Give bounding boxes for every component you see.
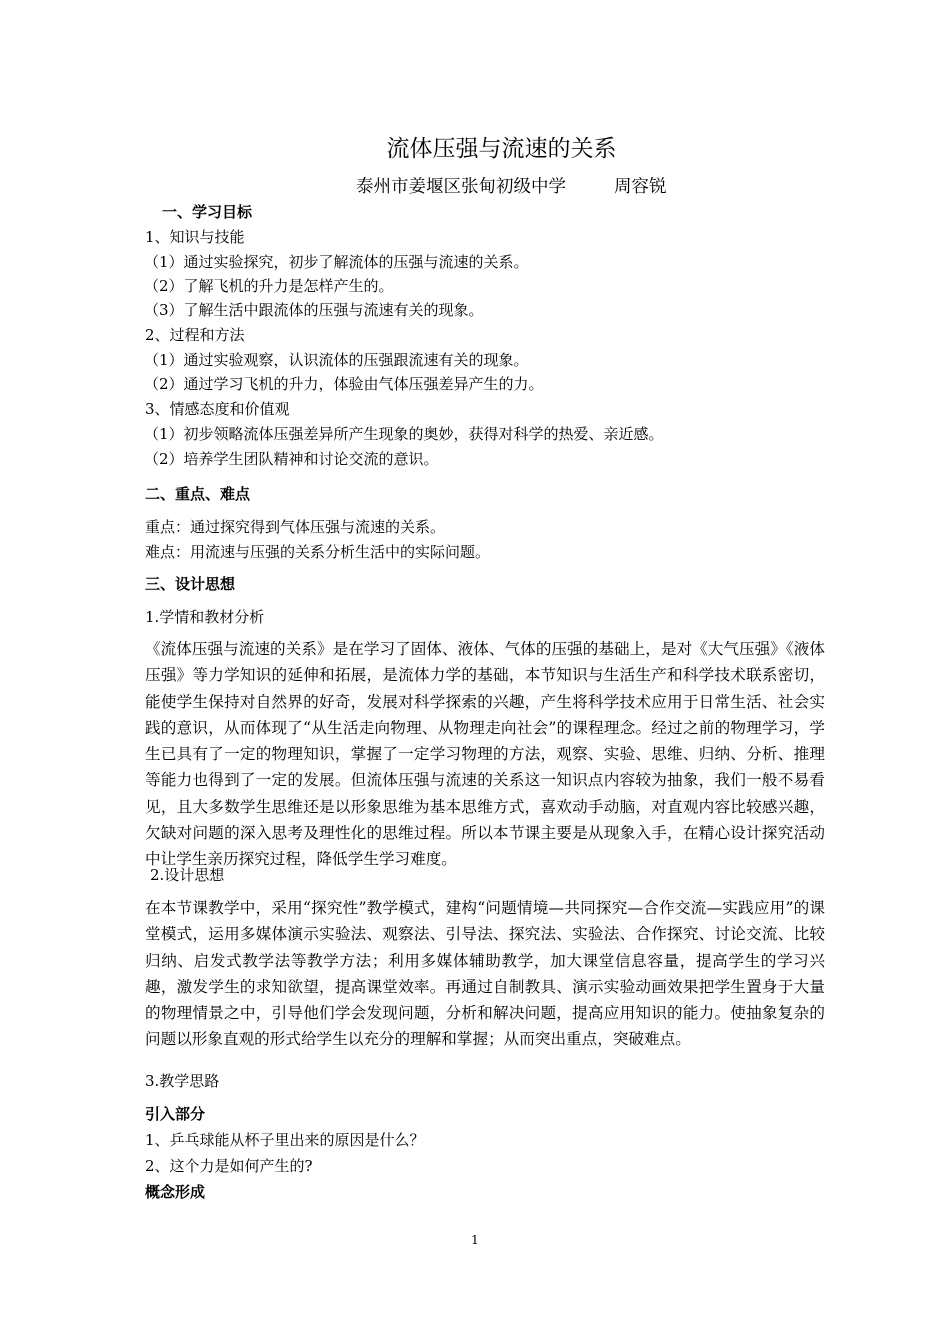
difficulty-text: 难点：用流速与压强的关系分析生活中的实际问题。 xyxy=(145,543,491,561)
concept-heading: 概念形成 xyxy=(145,1183,206,1201)
list-item: （2）培养学生团队精神和讨论交流的意识。 xyxy=(144,450,439,468)
section-heading-objectives: 一、学习目标 xyxy=(162,203,253,221)
list-item: （2）通过学习飞机的升力，体验由气体压强差异产生的力。 xyxy=(144,375,544,393)
list-item: 2、这个力是如何产生的? xyxy=(145,1157,313,1175)
school-name: 泰州市姜堰区张甸初级中学 xyxy=(356,177,566,197)
key-point-text: 重点：通过探究得到气体压强与流速的关系。 xyxy=(145,518,446,536)
list-item: 1、乒乓球能从杯子里出来的原因是什么？ xyxy=(145,1131,425,1149)
author-name: 周容锐 xyxy=(614,177,667,197)
analysis-paragraph: 《流体压强与流速的关系》是在学习了固体、液体、气体的压强的基础上，是对《大气压强》《液体压强》等力学知识的延伸和拓展，是流体力学的基础，本节知识与生活生产和科学技术联系密切，能使学生保持对自然界的好奇，发展对科学探索的兴趣，产生将科学技术应用于日常生活、社会实践的意识，从而体现了“从生活走向物理、从物理走向社会”的课程理念。经过之前的物理学习，学生已具有了一定的物理知识，掌握了一定学习物理的方法，观察、实验、思维、归纳、分析、推理等能力也得到了一定的发展。但流体压强与流速的关系这一知识点内容较为抽象，我们一般不易看见，且大多数学生思维还是以形象思维为基本思维方式，喜欢动手动脑，对直观内容比较感兴趣，欠缺对问题的深入思考及理性化的思维过程。所以本节课主要是从现象入手，在精心设计探究活动中让学生亲历探究过程，降低学生学习难度。 xyxy=(145,640,825,869)
section-heading-keypoints: 二、重点、难点 xyxy=(145,485,251,503)
subheading-knowledge: 1、知识与技能 xyxy=(145,228,245,246)
subheading-process: 2、过程和方法 xyxy=(145,326,245,344)
document-byline xyxy=(356,175,667,199)
list-item: （2）了解飞机的升力是怎样产生的。 xyxy=(144,277,394,295)
page-number: 1 xyxy=(471,1233,479,1247)
subheading-attitude: 3、情感态度和价值观 xyxy=(145,400,290,418)
list-item: （1）通过实验观察，认识流体的压强跟流速有关的现象。 xyxy=(144,351,529,369)
subheading-teaching-approach: 3.教学思路 xyxy=(145,1072,220,1090)
list-item: （3）了解生活中跟流体的压强与流速有关的现象。 xyxy=(144,301,484,319)
intro-heading: 引入部分 xyxy=(145,1105,206,1123)
list-item: （1）初步领略流体压强差异所产生现象的奥妙，获得对科学的热爱、亲近感。 xyxy=(144,425,664,443)
subheading-analysis: 1.学情和教材分析 xyxy=(145,608,265,626)
document-title: 流体压强与流速的关系 xyxy=(386,136,617,162)
section-heading-design: 三、设计思想 xyxy=(145,575,236,593)
list-item: （1）通过实验探究，初步了解流体的压强与流速的关系。 xyxy=(144,253,529,271)
design-paragraph: 在本节课教学中，采用“探究性”教学模式，建构“问题情境—共同探究—合作交流—实践应用”的课堂模式，运用多媒体演示实验法、观察法、引导法、探究法、实验法、合作探究、讨论交流、比较归纳、启发式教学法等教学方法；利用多媒体辅助教学，加大课堂信息容量，提高学生的学习兴趣，激发学生的求知欲望，提高课堂效率。再通过自制教具、演示实验动画效果把学生置身于大量的物理情景之中，引导他们学会发现问题，分析和解决问题，提高应用知识的能力。使抽象复杂的问题以形象直观的形式给学生以充分的理解和掌握；从而突出重点，突破难点。 xyxy=(145,899,825,1049)
subheading-design-idea: 2.设计思想 xyxy=(150,866,225,884)
